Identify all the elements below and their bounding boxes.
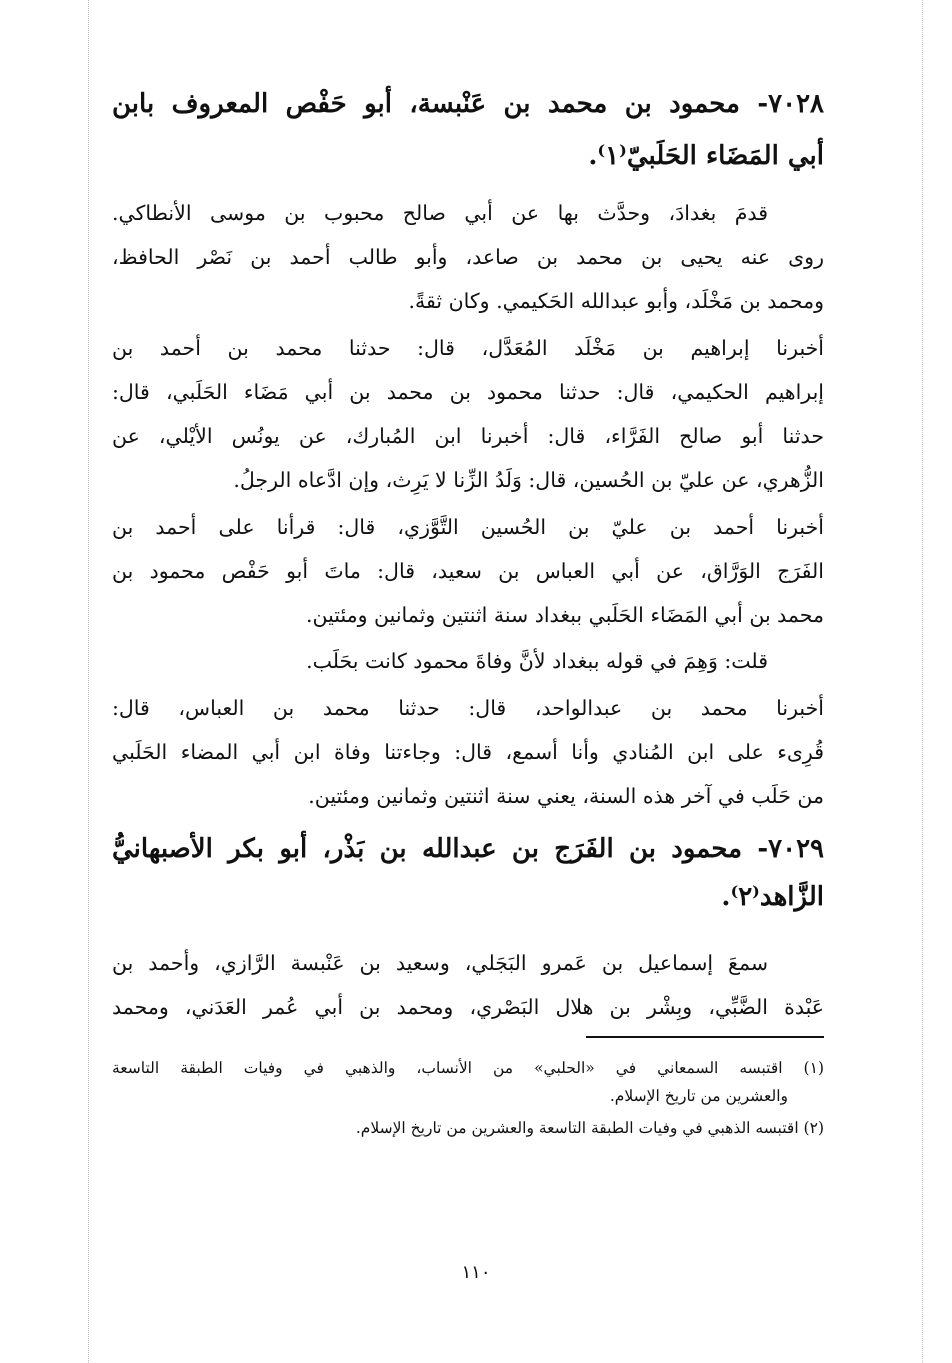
body-line: أخبرنا محمد بن عبدالواحد، قال: حدثنا محمد بن العباس، قال: [112, 696, 824, 720]
footnote-line: (١) اقتبسه السمعاني في «الحلبي» من الأنساب، والذهبي في وفيات الطبقة التاسعة [112, 1059, 824, 1077]
body-line: أخبرنا إبراهيم بن مَخْلَد المُعَدَّل، قال: حدثنا محمد بن أحمد بن [112, 336, 824, 360]
body-line: أخبرنا أحمد بن عليّ بن الحُسين التَّوَّزي، قال: قرأنا على أحمد بن [112, 515, 824, 539]
body-line: سمعَ إسماعيل بن عَمرو البَجَلي، وسعيد بن عَنْبسة الرَّازي، وأحمد بن [112, 951, 768, 975]
entry-heading [112, 84, 824, 180]
body-line: قلت: وَهِمَ في قوله ببغداد لأنَّ وفاةَ محمود كانت بحَلَب. [306, 649, 768, 673]
scan-margin-right [922, 0, 923, 1363]
heading-line: أبي المَضَاء الحَلَبيّ⁽١⁾. [588, 141, 824, 171]
body-line: من حَلَب في آخر هذه السنة، يعني سنة اثنتين وثمانين ومئتين. [308, 784, 824, 808]
heading-line: ٧٠٢٨- محمود بن محمد بن عَنْبسة، أبو حَفْص المعروف بابن [112, 89, 824, 119]
footnotes [112, 1054, 824, 1164]
body-line: عَبْدة الضَّبِّي، وبِشْر بن هلال البَصْري، ومحمد بن أبي عُمر العَدَني، ومحمد [112, 995, 824, 1019]
entry-body [112, 946, 824, 1026]
heading-line: الزَّاهد⁽٢⁾. [721, 882, 824, 912]
heading-line: ٧٠٢٩- محمود بن الفَرَج بن عبدالله بن بَذْر، أبو بكر الأصبهانيُّ [112, 834, 824, 864]
body-line: ومحمد بن مَخْلَد، وأبو عبدالله الحَكيمي. وكان ثقةً. [408, 289, 824, 313]
body-line: قُرِىء على ابن المُنادي وأنا أسمع، قال: وجاءتنا وفاة ابن أبي المضاء الحَلَبي [112, 740, 824, 764]
page-number: ١١٠ [461, 1262, 491, 1283]
body-line: الفَرَج الوَرَّاق، عن أبي العباس بن سعيد، قال: ماتَ أبو حَفْص محمود بن [112, 559, 824, 583]
footnote-line: (٢) اقتبسه الذهبي في وفيات الطبقة التاسعة والعشرين من تاريخ الإسلام. [355, 1119, 824, 1137]
entry-heading [112, 829, 824, 925]
body-line: محمد بن أبي المَضَاء الحَلَبي ببغداد سنة اثنتين وثمانين ومئتين. [305, 603, 824, 627]
footnote-line: والعشرين من تاريخ الإسلام. [609, 1087, 788, 1105]
body-line: حدثنا أبو صالح الفَرَّاء، قال: أخبرنا ابن المُبارك، عن يونُس الأيْلي، عن [112, 424, 824, 448]
body-line: روى عنه يحيى بن محمد بن صاعد، وأبو طالب أحمد بن نَصْر الحافظ، [112, 245, 824, 269]
footnote-divider [586, 1036, 824, 1038]
entry-body [112, 196, 824, 836]
body-line: قدمَ بغدادَ، وحدَّث بها عن أبي صالح محبوب بن موسى الأنطاكي. [112, 201, 768, 225]
scan-margin-left [88, 0, 89, 1363]
body-line: إبراهيم الحكيمي، قال: حدثنا محمود بن محمد بن أبي مَضَاء الحَلَبي، قال: [112, 380, 824, 404]
body-line: الزُّهري، عن عليّ بن الحُسين، قال: وَلَدُ الزِّنا لا يَرِث، وإن ادَّعاه الرجلُ. [233, 468, 824, 492]
